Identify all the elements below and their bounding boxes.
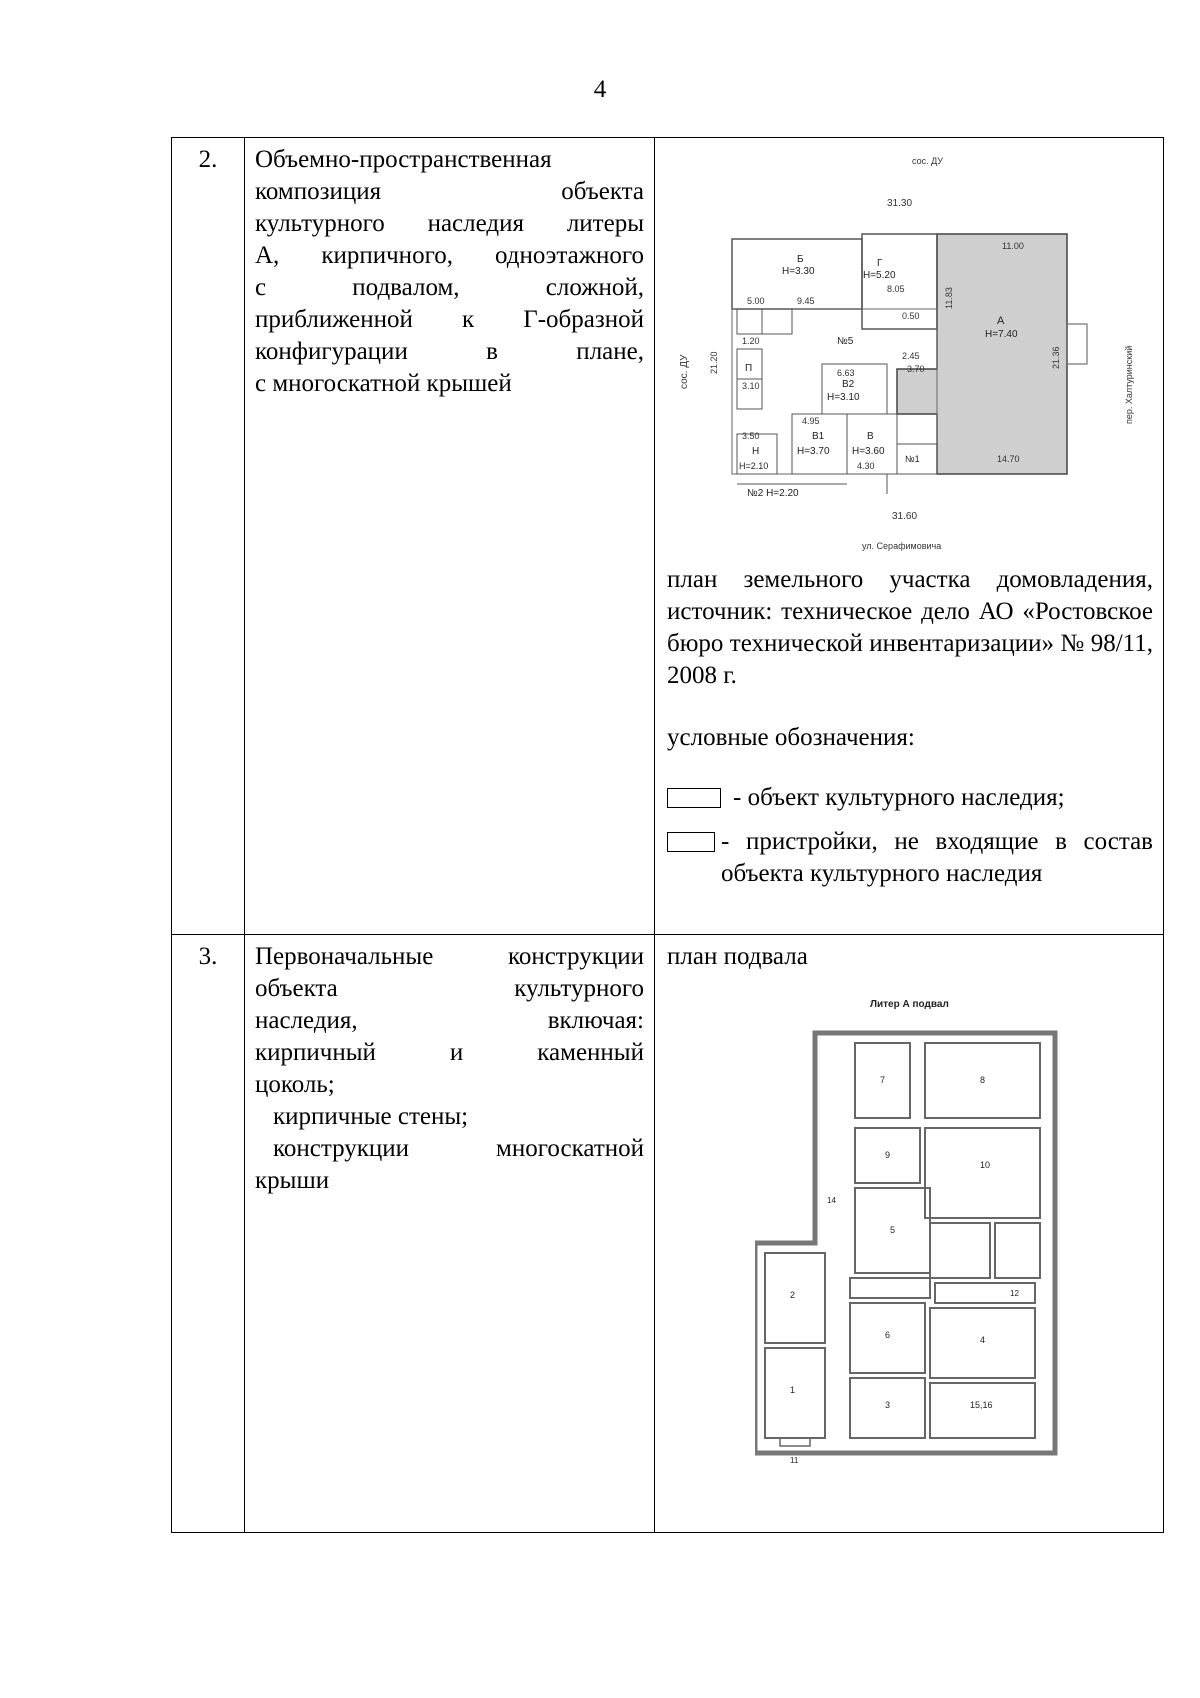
plan-label: Н=3.30	[782, 266, 815, 277]
plan-label: Н=3.10	[827, 392, 860, 403]
desc-line: композиция объекта	[255, 178, 644, 205]
plan-label: Н=2.10	[739, 461, 769, 471]
plan-label: 11.00	[1002, 241, 1024, 251]
plan-label: сос. ДУ	[679, 354, 690, 389]
plan-label: 5	[890, 1225, 896, 1235]
plan-caption: план земельного участка домовладения, источник: техническое дело АО «Ростовское бюро технической инвентаризации» № 98/11, 2008 г.	[667, 566, 1153, 689]
plan-label: 4.30	[857, 461, 875, 471]
plan-label: №5	[837, 336, 854, 347]
plan-label: 1	[790, 1385, 796, 1395]
plan-label: пер. Халтуринский	[1124, 345, 1134, 424]
legend-label: - объект культурного наследия;	[733, 784, 1065, 811]
plan-label: 0.50	[902, 311, 920, 321]
row-number: 3.	[172, 935, 245, 1533]
desc-line: с многоскатной крышей	[255, 370, 512, 397]
desc-line: объекта культурного	[255, 975, 644, 1002]
plan-label: П	[745, 363, 753, 374]
plan-label: В1	[812, 431, 825, 442]
plan-label: 21.36	[1051, 346, 1061, 369]
plan-label: 3.10	[742, 381, 760, 391]
plan-label: 8.05	[887, 284, 905, 294]
plan-label: В2	[842, 379, 855, 390]
desc-line: крыши	[255, 1167, 330, 1194]
plan-label: 5.00	[747, 296, 765, 306]
plan-label: 1.20	[742, 336, 760, 346]
legend-item	[667, 782, 1153, 814]
legend-item	[667, 826, 1153, 890]
site-plan-image	[667, 144, 1157, 564]
plan-label: 15,16	[970, 1400, 993, 1410]
desc-line: приближенной к Г-образной	[255, 306, 644, 333]
site-plan-cell	[655, 138, 1164, 935]
desc-line: А, кирпичного, одноэтажного	[255, 242, 644, 269]
legend-title: условные обозначения:	[667, 724, 915, 751]
row-number: 2.	[172, 138, 245, 935]
desc-line: культурного наследия литеры	[255, 210, 644, 237]
plan-label: 2	[790, 1290, 796, 1300]
page-number: 4	[593, 76, 607, 103]
plan-label: 9	[885, 1150, 891, 1160]
desc-line: Первоначальные конструкции	[255, 943, 644, 970]
plan-label: Н=3.60	[852, 446, 885, 457]
plan-label: 7	[880, 1075, 886, 1085]
plan-label: Б	[797, 254, 804, 265]
plan-label: 4	[980, 1335, 986, 1345]
legend-label: - пристройки, не входящие в состав объекта культурного наследия	[721, 828, 1153, 887]
plan-label: 12	[1010, 1289, 1019, 1298]
plan-label: В	[867, 431, 874, 442]
plan-label: 10	[980, 1160, 991, 1170]
plan-label: Литер А подвал	[870, 999, 949, 1010]
row-description	[245, 935, 655, 1533]
plan-label: ул. Серафимовича	[862, 541, 942, 551]
plan-label: 8	[980, 1075, 986, 1085]
plan-label: 3.50	[742, 431, 760, 441]
plan-label: 3	[885, 1400, 891, 1410]
plan-label: Н=5.20	[863, 270, 896, 281]
basement-plan-image	[755, 993, 1075, 1493]
row-description	[245, 138, 655, 935]
desc-line: с подвалом, сложной,	[255, 274, 644, 301]
desc-line: кирпичные стены;	[273, 1103, 469, 1130]
site-plan-drawing	[667, 144, 1157, 564]
desc-line: цоколь;	[255, 1071, 335, 1098]
plan-label: 6.63	[837, 368, 855, 378]
plan-label: №1	[905, 454, 920, 464]
plan-label: №2 Н=2.20	[747, 488, 799, 499]
plan-label: 21.20	[709, 351, 719, 374]
plan-label: 11	[790, 1456, 799, 1465]
plan-label: Н=7.40	[985, 329, 1018, 340]
table-row	[172, 935, 1164, 1533]
desc-line: конфигурации в плане,	[255, 338, 644, 365]
plan-label: Н=3.70	[797, 446, 830, 457]
plan-label: 6	[885, 1330, 891, 1340]
legend-swatch-heritage	[667, 788, 721, 808]
plan-label: 14	[827, 1196, 836, 1205]
plan-label: Н	[752, 446, 760, 457]
plan-label: 11.83	[944, 287, 954, 309]
plan-label: 2.45	[902, 351, 920, 361]
heritage-table	[171, 137, 1164, 1533]
desc-line: Объемно-пространственная	[255, 146, 552, 173]
plan-label: 4.95	[802, 416, 820, 426]
plan-label: 31.30	[887, 198, 913, 209]
plan-label: 31.60	[892, 511, 918, 522]
plan-label: 14.70	[997, 454, 1020, 464]
desc-line: наследия, включая:	[255, 1007, 644, 1034]
basement-plan-title: план подвала	[667, 943, 808, 970]
desc-line: конструкции многоскатной	[273, 1135, 644, 1162]
plan-label: Г	[877, 258, 883, 269]
plan-label: 9.45	[797, 296, 815, 306]
plan-label: сос. ДУ	[912, 156, 944, 166]
basement-plan-drawing	[755, 993, 1075, 1493]
basement-plan-cell	[655, 935, 1164, 1533]
plan-label: 3.70	[907, 364, 925, 374]
desc-line: кирпичный и каменный	[255, 1039, 644, 1066]
plan-label: А	[997, 315, 1005, 327]
legend-swatch-extension	[667, 832, 715, 852]
table-row	[172, 138, 1164, 935]
